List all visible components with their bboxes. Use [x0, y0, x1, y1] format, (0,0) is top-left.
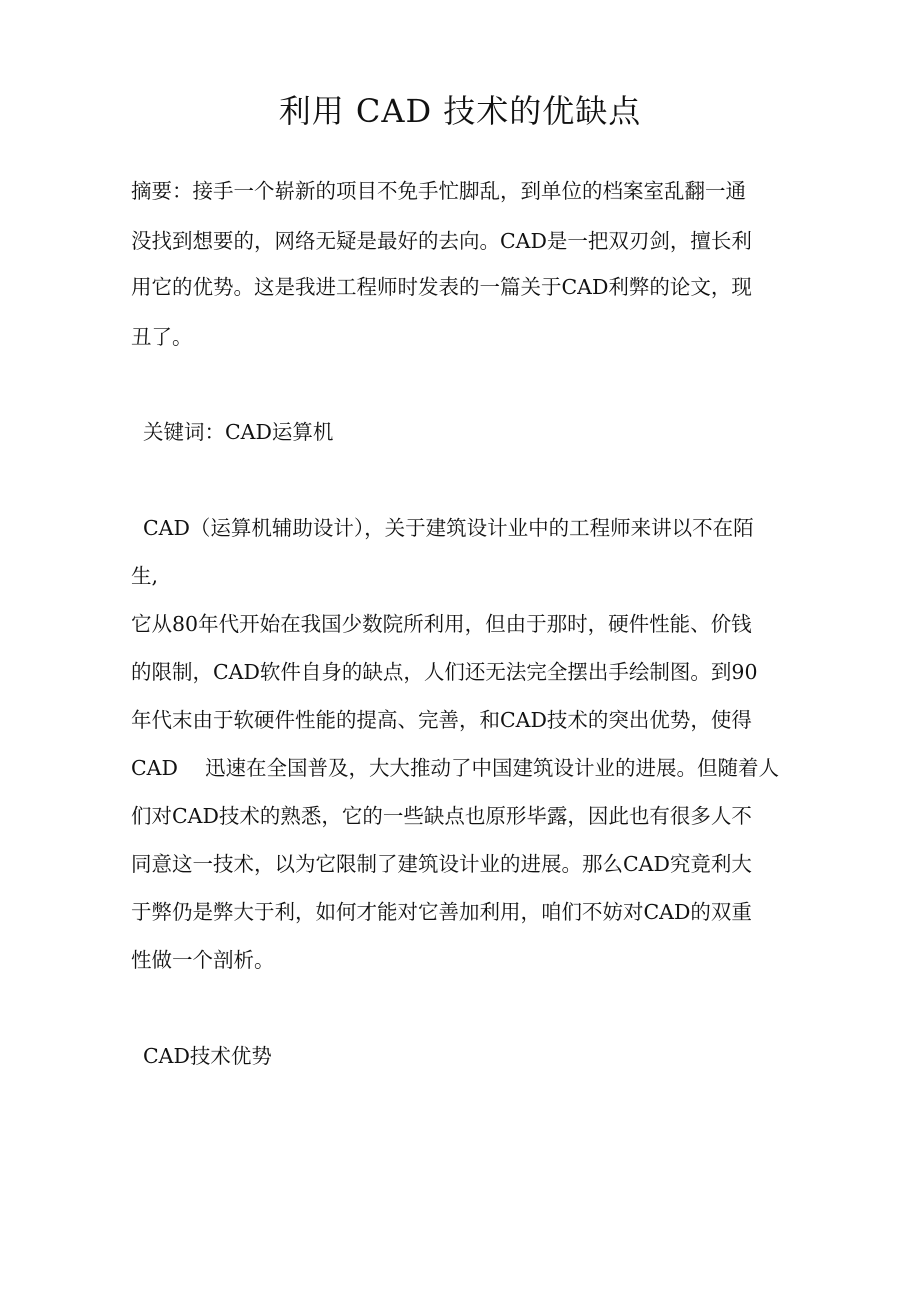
body-line: 的限制，CAD软件自身的缺点，人们还无法完全摆出手绘制图。到90	[131, 660, 758, 684]
abstract-line: 丑了。	[131, 325, 193, 349]
abstract-line: 摘要：接手一个崭新的项目不免手忙脚乱，到单位的档案室乱翻一通	[131, 179, 746, 203]
body-line: CAD 迅速在全国普及，大大推动了中国建筑设计业的进展。但随着人	[131, 756, 779, 780]
body-line: 于弊仍是弊大于利，如何才能对它善加利用，咱们不妨对CAD的双重	[131, 900, 752, 924]
body-line: 年代末由于软硬件性能的提高、完善，和CAD技术的突出优势，使得	[131, 708, 752, 732]
section-heading: CAD技术优势	[143, 1044, 272, 1068]
body-line: 生,	[131, 564, 159, 588]
keywords-line: 关键词：CAD运算机	[143, 420, 334, 444]
body-line: 同意这一技术，以为它限制了建筑设计业的进展。那么CAD究竟利大	[131, 852, 752, 876]
body-line: 性做一个剖析。	[131, 948, 275, 972]
body-line: CAD（运算机辅助设计），关于建筑设计业中的工程师来讲以不在陌	[143, 516, 754, 540]
abstract-line: 用它的优势。这是我进工程师时发表的一篇关于CAD利弊的论文，现	[131, 275, 752, 299]
body-line: 们对CAD技术的熟悉，它的一些缺点也原形毕露，因此也有很多人不	[131, 804, 752, 828]
abstract-line: 没找到想要的，网络无疑是最好的去向。CAD是一把双刃剑，擅长利	[131, 229, 752, 253]
body-line: 它从80年代开始在我国少数院所利用，但由于那时，硬件性能、价钱	[131, 612, 752, 636]
document-title: 利用 CAD 技术的优缺点	[278, 92, 642, 130]
